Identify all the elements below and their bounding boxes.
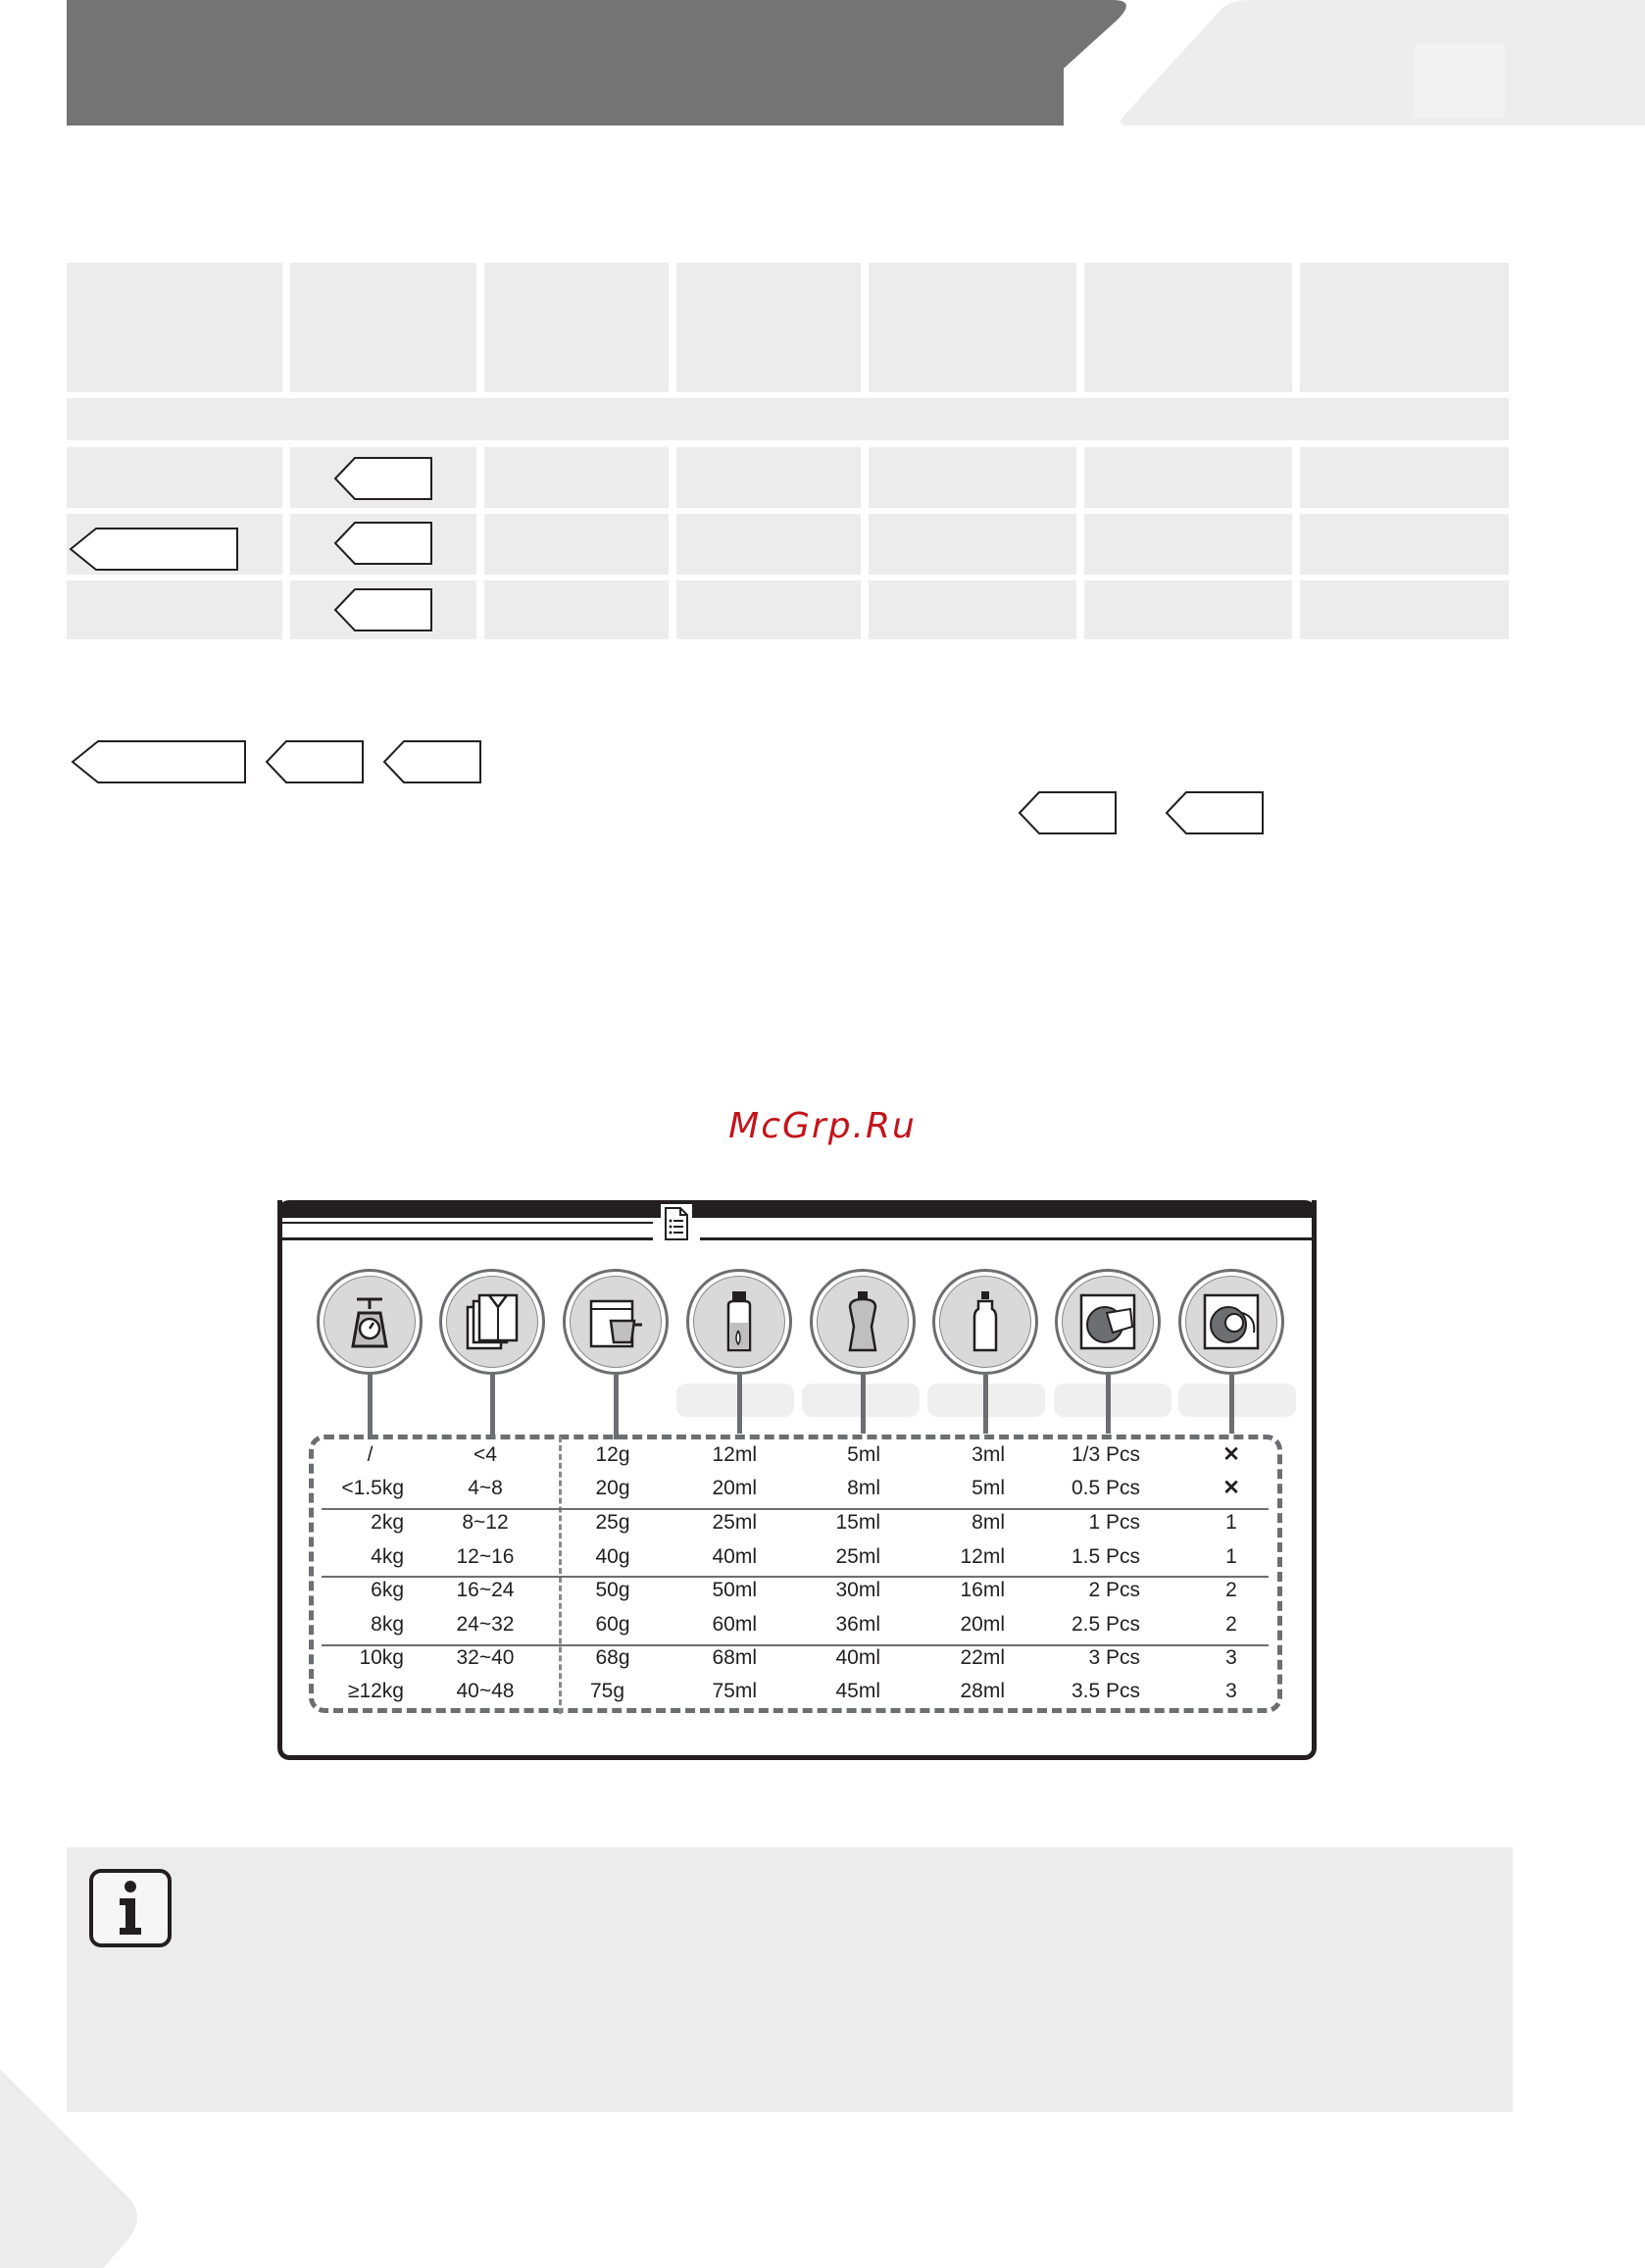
powder-measuring-cup-icon bbox=[563, 1269, 669, 1375]
grid-cell bbox=[1084, 447, 1292, 508]
grid-section-row bbox=[67, 398, 1509, 440]
header-shape bbox=[67, 0, 1199, 126]
icon-connector bbox=[1229, 1375, 1234, 1434]
dosage-cell: 10kg bbox=[359, 1646, 404, 1669]
dosage-cell: 3 bbox=[1225, 1680, 1237, 1702]
grid-cell bbox=[484, 447, 669, 508]
dosage-cell: 12~16 bbox=[456, 1545, 515, 1568]
dosage-cell: <1.5kg bbox=[341, 1477, 404, 1499]
dosage-cell: 22ml bbox=[960, 1646, 1005, 1669]
dosage-cell: 50g bbox=[595, 1579, 630, 1601]
dosage-cell: 40ml bbox=[712, 1545, 757, 1568]
dosage-cell: 8~12 bbox=[462, 1511, 509, 1534]
dosage-cell: 4~8 bbox=[468, 1477, 503, 1499]
dosage-cell: 6kg bbox=[371, 1579, 404, 1601]
icon-connector bbox=[614, 1375, 619, 1439]
dosage-cell: 36ml bbox=[835, 1613, 880, 1636]
dosage-cell: 1 bbox=[1225, 1511, 1237, 1534]
watermark: McGrp.Ru bbox=[728, 1106, 917, 1146]
row-separator bbox=[322, 1508, 1269, 1510]
powder-measuring-cup-icon-glyph bbox=[570, 1276, 662, 1368]
grid-cell bbox=[676, 514, 861, 575]
grid-cell bbox=[1084, 580, 1292, 639]
dosage-cell: 3ml bbox=[972, 1443, 1005, 1466]
dosage-cell: ✕ bbox=[1222, 1477, 1240, 1499]
header-right-shape bbox=[1118, 0, 1645, 126]
dosage-cell: / bbox=[367, 1443, 374, 1466]
tag-shape bbox=[1018, 790, 1120, 835]
dosage-cell: 1.5 Pcs bbox=[1071, 1545, 1140, 1568]
icon-label-pill bbox=[676, 1384, 794, 1417]
softener-bottle-icon bbox=[932, 1269, 1038, 1375]
page-corner-decoration bbox=[0, 2069, 147, 2268]
grid-cell bbox=[869, 263, 1076, 392]
tag-shape bbox=[333, 521, 435, 566]
scale-icon bbox=[317, 1269, 423, 1375]
shirts-icon-glyph bbox=[446, 1276, 538, 1368]
dosage-cell: ✕ bbox=[1222, 1443, 1240, 1466]
dosage-cell: <4 bbox=[474, 1443, 497, 1466]
grid-cell bbox=[484, 263, 669, 392]
panel-title-line-right bbox=[700, 1237, 1312, 1240]
dosage-cell: 20ml bbox=[960, 1613, 1005, 1636]
dosage-cell: 60g bbox=[595, 1613, 630, 1636]
tag-shape bbox=[382, 739, 484, 784]
dosage-cell: 3 Pcs bbox=[1088, 1646, 1140, 1669]
dosage-cell: 60ml bbox=[712, 1613, 757, 1636]
icon-connector bbox=[861, 1375, 866, 1434]
dosage-cell: 16ml bbox=[960, 1579, 1005, 1601]
grid-cell bbox=[1084, 514, 1292, 575]
detergent-sheet-icon-glyph bbox=[1062, 1276, 1154, 1368]
dosage-cell: 12ml bbox=[960, 1545, 1005, 1568]
detergent-pod-icon bbox=[1178, 1269, 1284, 1375]
dosage-cell: 30ml bbox=[835, 1579, 880, 1601]
dosage-cell: 25g bbox=[595, 1511, 630, 1534]
dosage-cell: 40~48 bbox=[456, 1680, 515, 1702]
tag-shape bbox=[69, 527, 241, 572]
dosage-cell: 15ml bbox=[835, 1511, 880, 1534]
dosage-cell: 2kg bbox=[371, 1511, 404, 1534]
icon-connector bbox=[1106, 1375, 1111, 1434]
grid-cell bbox=[1300, 447, 1509, 508]
dosage-cell: 1/3 Pcs bbox=[1071, 1443, 1140, 1466]
icon-connector bbox=[737, 1375, 742, 1434]
tag-shape bbox=[71, 739, 249, 784]
dosage-cell: 68ml bbox=[712, 1646, 757, 1669]
icon-label-pill bbox=[1178, 1384, 1296, 1417]
dosage-cell: 4kg bbox=[371, 1545, 404, 1568]
dosage-cell: 25ml bbox=[712, 1511, 757, 1534]
dosage-cell: 25ml bbox=[835, 1545, 880, 1568]
dosage-cell: 8ml bbox=[847, 1477, 880, 1499]
grid-cell bbox=[1300, 514, 1509, 575]
scale-icon-glyph bbox=[324, 1276, 416, 1368]
grid-cell bbox=[1300, 580, 1509, 639]
dosage-cell: 16~24 bbox=[456, 1579, 515, 1601]
panel-title-line-left bbox=[282, 1222, 653, 1224]
dosage-cell: 75g bbox=[590, 1680, 625, 1702]
icon-label-pill bbox=[1054, 1384, 1171, 1417]
dosage-cell: 2.5 Pcs bbox=[1071, 1613, 1140, 1636]
dosage-cell: 2 Pcs bbox=[1088, 1579, 1140, 1601]
dosage-cell: 8kg bbox=[371, 1613, 404, 1636]
dosage-cell: 45ml bbox=[835, 1680, 880, 1702]
dosage-cell: 5ml bbox=[972, 1477, 1005, 1499]
header-bar bbox=[67, 0, 1199, 126]
dosage-cell: 50ml bbox=[712, 1579, 757, 1601]
panel-title-line-left2 bbox=[282, 1237, 653, 1240]
info-icon bbox=[89, 1869, 172, 1947]
dosage-cell: 12g bbox=[595, 1443, 630, 1466]
icon-connector bbox=[490, 1375, 495, 1439]
concentrated-detergent-bottle-icon-glyph bbox=[817, 1276, 909, 1368]
dosage-cell: 12ml bbox=[712, 1443, 757, 1466]
info-box bbox=[67, 1847, 1513, 2112]
dosage-cell: 24~32 bbox=[456, 1613, 515, 1636]
dosage-cell: 40g bbox=[595, 1545, 630, 1568]
dosage-cell: 68g bbox=[595, 1646, 630, 1669]
dosage-cell: 20ml bbox=[712, 1477, 757, 1499]
dosage-cell: 0.5 Pcs bbox=[1071, 1477, 1140, 1499]
dosage-cell: 2 bbox=[1225, 1613, 1237, 1636]
tag-shape bbox=[333, 456, 435, 501]
grid-cell bbox=[676, 447, 861, 508]
grid-cell bbox=[484, 514, 669, 575]
row-separator bbox=[322, 1576, 1269, 1578]
dosage-cell: 32~40 bbox=[456, 1646, 515, 1669]
dosage-cell: 3 bbox=[1225, 1646, 1237, 1669]
tag-shape bbox=[1165, 790, 1267, 835]
grid-cell bbox=[676, 580, 861, 639]
detergent-sheet-icon bbox=[1055, 1269, 1161, 1375]
grid-cell bbox=[67, 447, 282, 508]
dosage-cell: 5ml bbox=[847, 1443, 880, 1466]
liquid-detergent-bottle-icon-glyph bbox=[693, 1276, 785, 1368]
tag-shape bbox=[333, 587, 435, 632]
dosage-cell: 3.5 Pcs bbox=[1071, 1680, 1140, 1702]
dosage-cell: 2 bbox=[1225, 1579, 1237, 1601]
softener-bottle-icon-glyph bbox=[939, 1276, 1031, 1368]
detergent-pod-icon-glyph bbox=[1185, 1276, 1277, 1368]
shirts-icon bbox=[439, 1269, 545, 1375]
dosage-cell: 8ml bbox=[972, 1511, 1005, 1534]
grid-cell bbox=[869, 580, 1076, 639]
concentrated-detergent-bottle-icon bbox=[810, 1269, 916, 1375]
liquid-detergent-bottle-icon bbox=[686, 1269, 792, 1375]
grid-cell bbox=[67, 263, 282, 392]
grid-cell bbox=[676, 263, 861, 392]
grid-cell bbox=[290, 263, 476, 392]
grid-cell bbox=[869, 514, 1076, 575]
grid-cell bbox=[1300, 263, 1509, 392]
dosage-cell: 75ml bbox=[712, 1680, 757, 1702]
icon-connector bbox=[368, 1375, 373, 1439]
dosage-cell: ≥12kg bbox=[347, 1680, 404, 1702]
dosage-cell: 20g bbox=[595, 1477, 630, 1499]
dosage-cell: 40ml bbox=[835, 1646, 880, 1669]
dosage-cell: 1 Pcs bbox=[1088, 1511, 1140, 1534]
grid-cell bbox=[484, 580, 669, 639]
grid-cell bbox=[1084, 263, 1292, 392]
grid-cell bbox=[869, 447, 1076, 508]
document-list-icon bbox=[661, 1204, 692, 1243]
tag-shape bbox=[265, 739, 367, 784]
grid-cell bbox=[67, 580, 282, 639]
icon-connector bbox=[983, 1375, 988, 1434]
dosage-cell: 1 bbox=[1225, 1545, 1237, 1568]
dosage-cell: 28ml bbox=[960, 1680, 1005, 1702]
